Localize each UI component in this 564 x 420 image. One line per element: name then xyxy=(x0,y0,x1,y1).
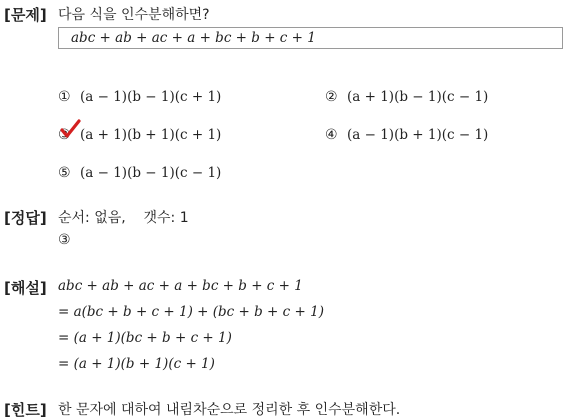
choice-1[interactable] xyxy=(58,86,221,105)
explanation-line-3: = (a + 1)(bc + b + c + 1) xyxy=(58,330,232,346)
question-tag: [문제] xyxy=(4,6,47,24)
question-expression: abc + ab + ac + a + bc + b + c + 1 xyxy=(71,30,316,46)
choice-2-marker: ② xyxy=(325,89,338,105)
expression-box xyxy=(58,27,563,49)
choice-3-text: (a + 1)(b + 1)(c + 1) xyxy=(80,127,222,143)
choice-1-text: (a − 1)(b − 1)(c + 1) xyxy=(80,89,222,105)
choice-5-text: (a − 1)(b − 1)(c − 1) xyxy=(80,165,222,181)
explanation-line-2: = a(bc + b + c + 1) + (bc + b + c + 1) xyxy=(58,304,324,320)
choice-2-text: (a + 1)(b − 1)(c − 1) xyxy=(347,89,489,105)
answer-tag: [정답] xyxy=(4,209,47,227)
choice-3-marker: ③ xyxy=(58,127,71,143)
choice-5-marker: ⑤ xyxy=(58,165,71,181)
explanation-tag: [해설] xyxy=(4,279,47,297)
explanation-line-1: abc + ab + ac + a + bc + b + c + 1 xyxy=(58,278,303,294)
choice-4[interactable] xyxy=(325,124,488,143)
choice-5[interactable] xyxy=(58,162,221,181)
choice-4-marker: ④ xyxy=(325,127,338,143)
hint-text: 한 문자에 대하여 내림차순으로 정리한 후 인수분해한다. xyxy=(58,402,401,418)
choice-3[interactable] xyxy=(58,124,221,143)
explanation-line-4: = (a + 1)(b + 1)(c + 1) xyxy=(58,356,215,372)
answer-value: ③ xyxy=(58,232,71,248)
hint-tag: [힌트] xyxy=(4,401,47,419)
choice-4-text: (a − 1)(b + 1)(c − 1) xyxy=(347,127,489,143)
answer-meta: 순서: 없음, 갯수: 1 xyxy=(58,210,189,226)
correct-check-icon xyxy=(59,118,81,140)
choice-1-marker: ① xyxy=(58,89,71,105)
choice-2[interactable] xyxy=(325,86,488,105)
question-prompt: 다음 식을 인수분해하면? xyxy=(58,7,210,23)
